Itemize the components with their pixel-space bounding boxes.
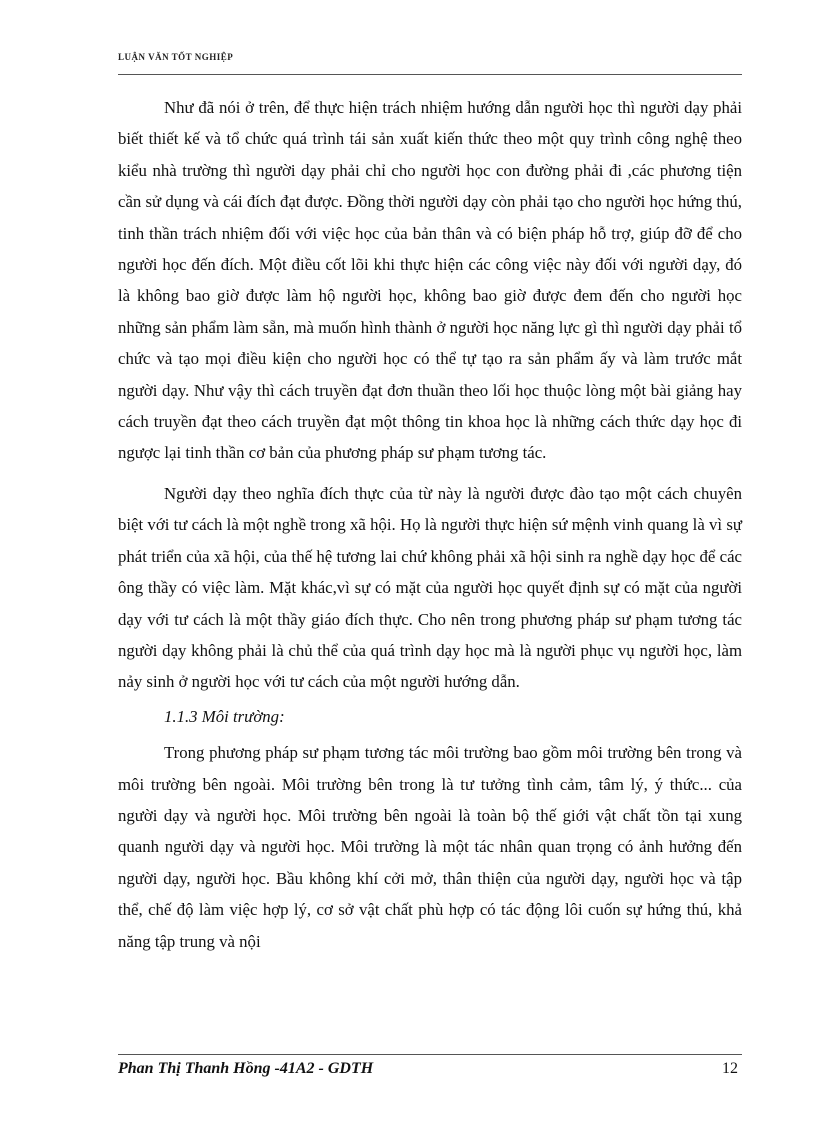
page-number: 12 <box>722 1060 738 1077</box>
paragraph-1: Như đã nói ở trên, để thực hiện trách nhiệm hướng dẫn người học thì người dạy phải biết thiết kế và tổ chức quá trình tái sản xuất kiến thức theo một quy trình công nghệ theo kiểu nhà trường thì người dạy phải chỉ cho người học con đường phải đi ,các phương tiện cần sử dụng và cái đích đạt được. Đồng thời người dạy còn phải tạo cho người học hứng thú, tinh thần trách nhiệm đối với việc học của bản thân và có biện pháp hỗ trợ, giúp đỡ để cho người học đến đích. Một điều cốt lõi khi thực hiện các công việc này đối với người dạy, đó là không bao giờ được làm hộ người học, không bao giờ được đem đến cho người học những sản phẩm làm sẵn, mà muốn hình thành ở người học năng lực gì thì người dạy phải tổ chức và tạo mọi điều kiện cho người học có thể tự tạo ra sản phẩm ấy và làm trước mắt người dạy. Như vậy thì cách truyền đạt đơn thuần theo lối học thuộc lòng một bài giảng hay cách truyền đạt theo cách truyền đạt một thông tin khoa học là những cách thức dạy học đi ngược lại tinh thần cơ bản của phương pháp sư phạm tương tác. <box>118 98 742 463</box>
paragraph-2: Người dạy theo nghĩa đích thực của từ này là người được đào tạo một cách chuyên biệt với tư cách là một nghề trong xã hội. Họ là người thực hiện sứ mệnh vinh quang là vì sự phát triển của xã hội, của thế hệ tương lai chứ không phải xã hội sinh ra nghề dạy học để các ông thầy có việc làm. Mặt khác,vì sự có mặt của người học quyết định sự có mặt của người dạy với tư cách là một thầy giáo đích thực. Cho nên trong phương pháp sư phạm tương tác người dạy không phải là chủ thể của quá trình dạy học mà là người phục vụ người học, làm nảy sinh ở người học với tư cách của một người hướng dẫn. <box>118 483 742 692</box>
header-divider <box>118 74 742 75</box>
footer-divider <box>118 1054 742 1055</box>
page-body <box>118 92 742 957</box>
paragraph-3: Trong phương pháp sư phạm tương tác môi trường bao gồm môi trường bên trong và môi trường bên ngoài. Môi trường bên trong là tư tưởng tình cảm, tâm lý, ý thức... của người dạy và người học. Môi trường bên ngoài là toàn bộ thế giới vật chất tồn tại xung quanh người dạy và người học. Môi trường là một tác nhân quan trọng có ảnh hưởng đến người dạy, người học. Bầu không khí cởi mở, thân thiện của người dạy, người học và tập thể, chế độ làm việc hợp lý, cơ sở vật chất phù hợp có tác động lôi cuốn sự hứng thú, khả năng tập trung và nội <box>118 743 742 951</box>
section-heading: 1.1.3 Môi trường: <box>164 706 285 726</box>
footer-author: Phan Thị Thanh Hồng -41A2 - GDTH <box>118 1060 374 1077</box>
running-header: LUẬN VĂN TỐT NGHIỆP <box>118 52 234 62</box>
